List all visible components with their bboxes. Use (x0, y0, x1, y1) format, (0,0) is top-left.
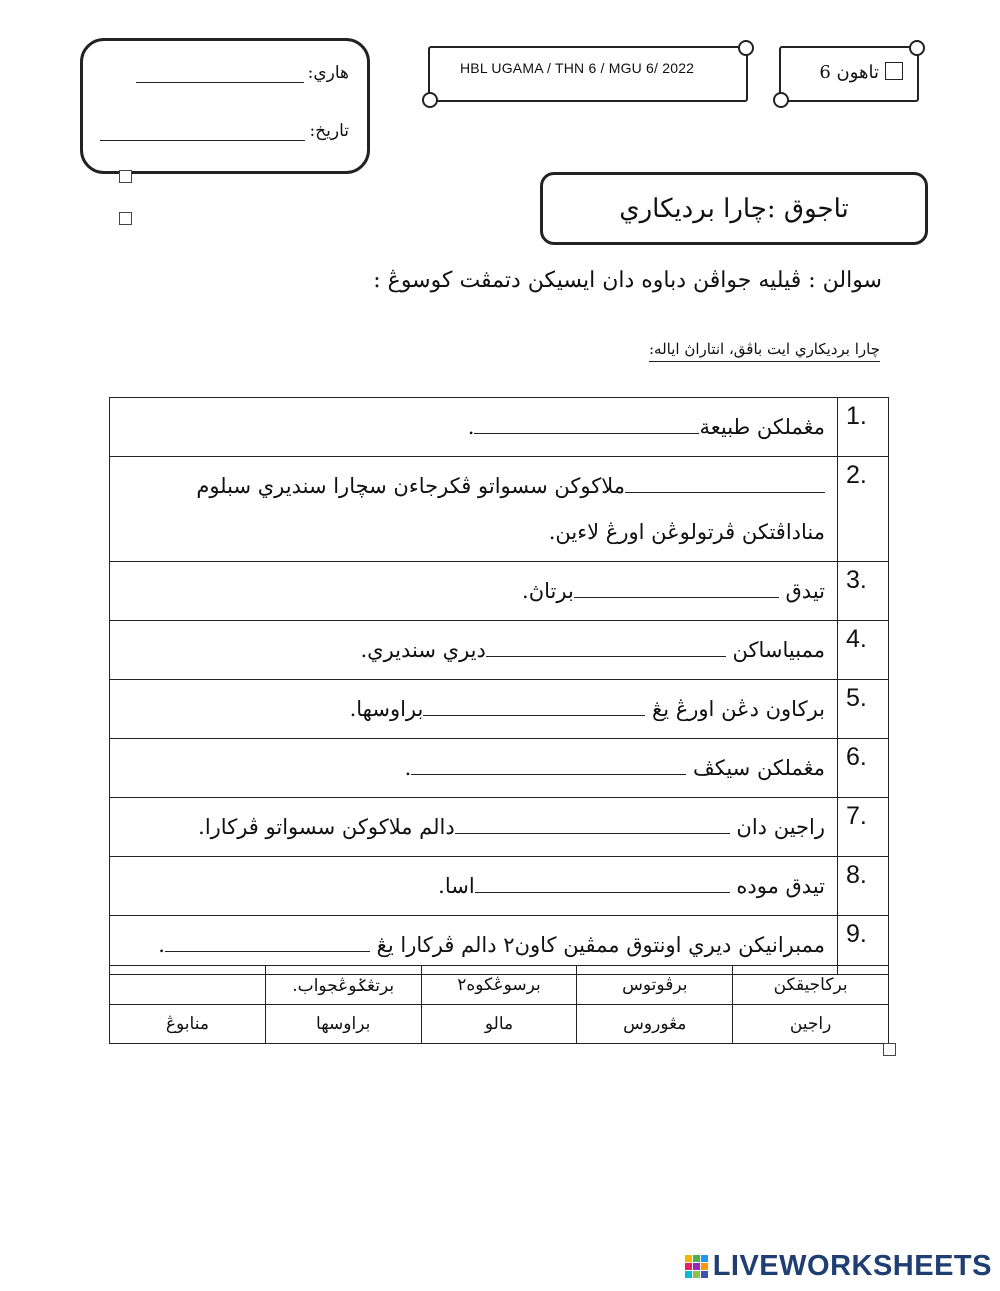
question-number: 7. (838, 798, 889, 857)
topic-title-box (540, 172, 928, 245)
question-number: 2. (838, 457, 889, 562)
question-number: 1. (838, 398, 889, 457)
question-number: 4. (838, 621, 889, 680)
date-field[interactable] (100, 121, 349, 141)
question-text: ممبياساكن ديري سنديري. (110, 621, 838, 680)
word-bank-cell: مڠوروس (577, 1005, 733, 1044)
word-bank-row (110, 966, 889, 1005)
answer-blank[interactable] (574, 575, 779, 598)
question-row (110, 739, 889, 798)
question-row (110, 621, 889, 680)
answer-blank[interactable] (411, 752, 686, 775)
question-text: بركاون دڠن اورڠ يڠ براوسها. (110, 680, 838, 739)
word-bank-cell: مالو (421, 1005, 577, 1044)
name-blank[interactable] (136, 64, 304, 83)
question-number: 9. (838, 916, 889, 975)
subject-code: HBL UGAMA / THN 6 / MGU 6/ 2022 (460, 60, 695, 76)
checkbox-icon (119, 212, 132, 225)
question-text: تيدق برتاڽ. (110, 562, 838, 621)
word-bank-cell: براوسها (265, 1005, 421, 1044)
question-text: ملاكوكن سسواتو ڤكرجاءن سچارا سنديري سبلوم مناداڤتكن ڤرتولوڠن اورڠ لاءين. (110, 457, 838, 562)
logo-icon (685, 1255, 709, 1279)
word-bank-cell (110, 966, 266, 1005)
name-label: هاري: (307, 63, 349, 83)
word-bank-cell: بركاجيقكن (733, 966, 889, 1005)
answer-blank[interactable] (486, 634, 726, 657)
date-blank[interactable] (100, 122, 305, 141)
question-row (110, 680, 889, 739)
question-number: 8. (838, 857, 889, 916)
year-label: تاهون 6 (819, 62, 879, 83)
question-text: مڠملكن سيكڤ . (110, 739, 838, 798)
question-row (110, 798, 889, 857)
year-scroll (779, 46, 919, 102)
question-row (110, 857, 889, 916)
checkbox-icon (885, 62, 903, 80)
checkbox-icon (883, 1043, 896, 1056)
word-bank-cell: برسوڠكوه٢ (421, 966, 577, 1005)
question-text: تيدق موده اسا. (110, 857, 838, 916)
answer-blank[interactable] (475, 870, 730, 893)
question-text: ممبرانيكن ديري اونتوق ممڤين كاون٢ دالم ڤركارا يڠ . (110, 916, 838, 975)
question-number: 6. (838, 739, 889, 798)
name-field[interactable] (136, 63, 349, 83)
word-bank-row (110, 1005, 889, 1044)
checkbox-icon (119, 170, 132, 183)
word-bank-cell: منابوڠ (110, 1005, 266, 1044)
question-row (110, 562, 889, 621)
question-text: راجين دان دالم ملاكوكن سسواتو ڤركارا. (110, 798, 838, 857)
word-bank-cell: برتڠݢوڠجواب. (265, 966, 421, 1005)
word-bank-cell: راجين (733, 1005, 889, 1044)
instruction-text: سوالن : ڤيليه جواڤن دباوه دان ايسيكن دتمڤت كوسوڠ : (373, 268, 882, 293)
answer-blank[interactable] (423, 693, 645, 716)
subject-scroll (428, 46, 748, 102)
student-info-box (80, 38, 370, 174)
word-bank-table (109, 965, 889, 1044)
word-bank-cell: برڤوتوس (577, 966, 733, 1005)
question-number: 5. (838, 680, 889, 739)
answer-blank[interactable] (165, 929, 370, 952)
liveworksheets-logo (685, 1250, 992, 1283)
topic-title: تاجوق :چارا برديكاري (619, 193, 849, 224)
date-label: تاريخ: (309, 121, 349, 141)
subtitle-text: چارا برديكاري ايت باڤق، انتاراڽ اياله: (649, 340, 880, 362)
answer-blank[interactable] (455, 811, 730, 834)
question-row (110, 398, 889, 457)
question-text: مڠملكن طبيعة. (110, 398, 838, 457)
question-table (109, 397, 889, 975)
answer-blank[interactable] (474, 411, 699, 434)
logo-text: LIVEWORKSHEETS (712, 1250, 992, 1282)
answer-blank[interactable] (625, 470, 825, 493)
question-number: 3. (838, 562, 889, 621)
question-row (110, 457, 889, 562)
